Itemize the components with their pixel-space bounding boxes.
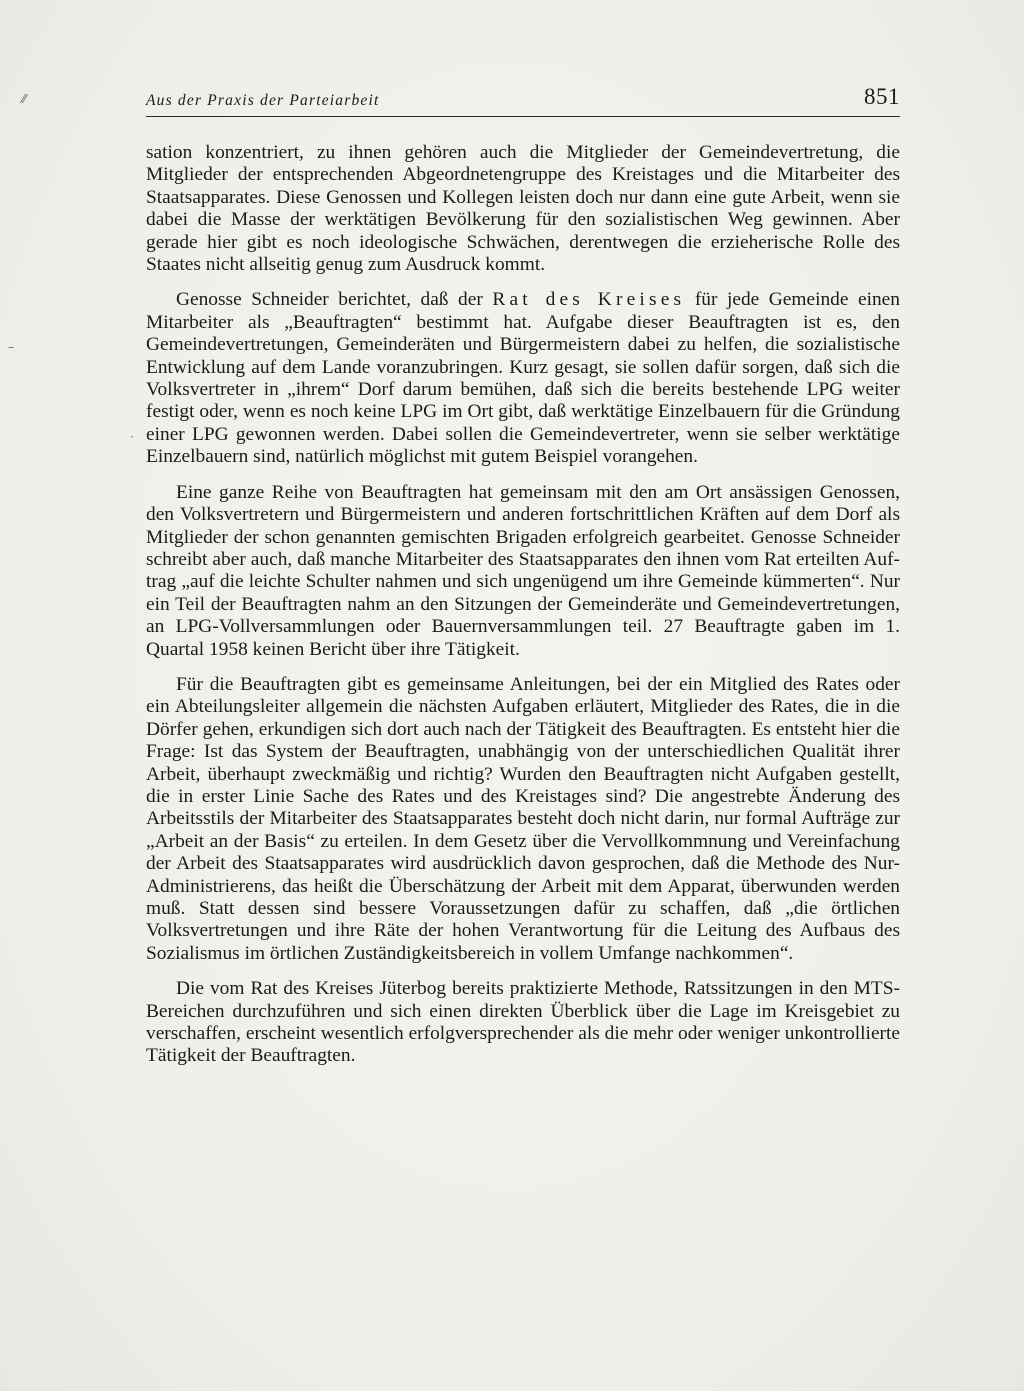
- header-rule: [146, 116, 900, 117]
- paragraph-4: Für die Beauftragten gibt es gemeinsame Anleitungen, bei der ein Mitglied des Rates oder ein Abteilungsleiter allgemein die nächsten Aufgaben erläutert, Mitglieder des Rates, die in die Dörfer gehen, erkundigen sich dort auch nach der Tätigkeit des Beauftragten. Es entsteht hier die Frage: Ist das System der Beauftragten, unabhängig von der unterschiedlichen Qualität ihrer Arbeit, überhaupt zweckmäßig und richtig? Wurden den Beauftragten nicht Aufgaben gestellt, die in erster Linie Sache des Rates und des Kreistages sind? Die angestrebte Änderung des Arbeitsstils der Mitarbeiter des Staatsapparates besteht doch nicht darin, nur formal Aufträge zur „Arbeit an der Basis“ zu erteilen. In dem Gesetz über die Vervollkommnung und Vereinfachung der Arbeit des Staatsapparates wird ausdrücklich davon gesprochen, daß die Methode des Nur-Administrierens, das heißt die Überschätzung der Arbeit mit dem Apparat, überwunden werden muß. Statt dessen sind bessere Voraussetzungen dafür zu schaffen, daß „die örtlichen Volksvertretungen und ihre Räte der hohen Verantwortung für die Leitung des Aufbaus des Sozialismus im örtlichen Zuständigkeitsbereich in vollem Umfange nachkommen“.: [146, 673, 900, 964]
- paragraph-3: Eine ganze Reihe von Beauftragten hat gemeinsam mit den am Ort ansässigen Genossen, den Volksvertretern und Bürgermeistern und anderen fortschrittlichen Kräften auf dem Dorf als Mitglieder der schon genannten gemischten Brigaden erfolgreich gearbeitet. Genosse Schneider schreibt aber auch, daß manche Mitarbeiter des Staatsapparates den ihnen vom Rat erteilten Auftrag „auf die leichte Schulter nahmen und sich ungenügend um ihre Gemeinde kümmerten“. Nur ein Teil der Beauftragten nahm an den Sitzungen der Gemeinderäte und Gemeindevertretungen, an LPG-Vollversammlungen oder Bauernversammlungen teil. 27 Beauftragte gaben im 1. Quartal 1958 keinen Bericht über ihre Tätigkeit.: [146, 481, 900, 660]
- page-number: 851: [864, 84, 900, 109]
- margin-mark-dot: ·: [130, 430, 134, 444]
- article-body: [146, 142, 900, 1081]
- paragraph-2-start: Genosse Schneider berichtet, daß der: [176, 289, 493, 311]
- paragraph-1: sation konzentriert, zu ihnen gehören auch die Mitglieder der Gemeindevertretung, die Mitglieder der entsprechenden Abgeordnetengruppe des Kreistages und die Mitarbeiter des Staatsapparates. Diese Genossen und Kollegen leisten doch nur dann eine gute Arbeit, wenn sie dabei die Masse der werktätigen Bevölkerung für den sozialistischen Weg gewinnen. Aber gerade hier gibt es noch ideologische Schwächen, derentwegen die erzieherische Rolle des Staates nicht allseitig genug zum Ausdruck kommt.: [146, 142, 900, 276]
- spaced-emphasis: Rat des Kreises: [492, 289, 686, 311]
- paragraph-5: Die vom Rat des Kreises Jüterbog bereits praktizierte Methode, Ratssitzungen in den MTS-Bereichen durchzuführen und sich einen direkten Überblick über die Lage im Kreisgebiet zu verschaffen, erscheint wesentlich erfolgversprechender als die mehr oder weniger unkontrollierte Tätigkeit der Beauftragten.: [146, 978, 900, 1067]
- page-header: [146, 84, 900, 116]
- margin-mark-top-left: ⁄⁄: [22, 92, 27, 106]
- paragraph-2-rest: für jede Gemeinde einen Mitarbeiter als „Beauftragten“ bestimmt hat. Aufgabe dieser Beauftragten ist es, den Gemeindevertretungen, Gemeinderäten und Bürgermeistern dabei zu helfen, die sozialistische Entwicklung auf dem Lande voranzubringen. Kurz gesagt, sie sollen dafür sorgen, daß sich die Volksvertreter in „ihrem“ Dorf darum bemühen, daß sich die bereits bestehende LPG weiter festigt oder, wenn es noch keine LPG im Ort gibt, daß werktätige Einzelbauern für die Gründung einer LPG gewonnen werden. Dabei sollen die Gemeindevertreter, wenn sie selber werktätige Einzelbauern sind, natürlich möglichst mit gutem Beispiel vorangehen.: [146, 289, 900, 468]
- running-title: Aus der Praxis der Parteiarbeit: [146, 92, 380, 109]
- margin-mark-left: –: [8, 340, 14, 354]
- paragraph-2: [146, 289, 900, 468]
